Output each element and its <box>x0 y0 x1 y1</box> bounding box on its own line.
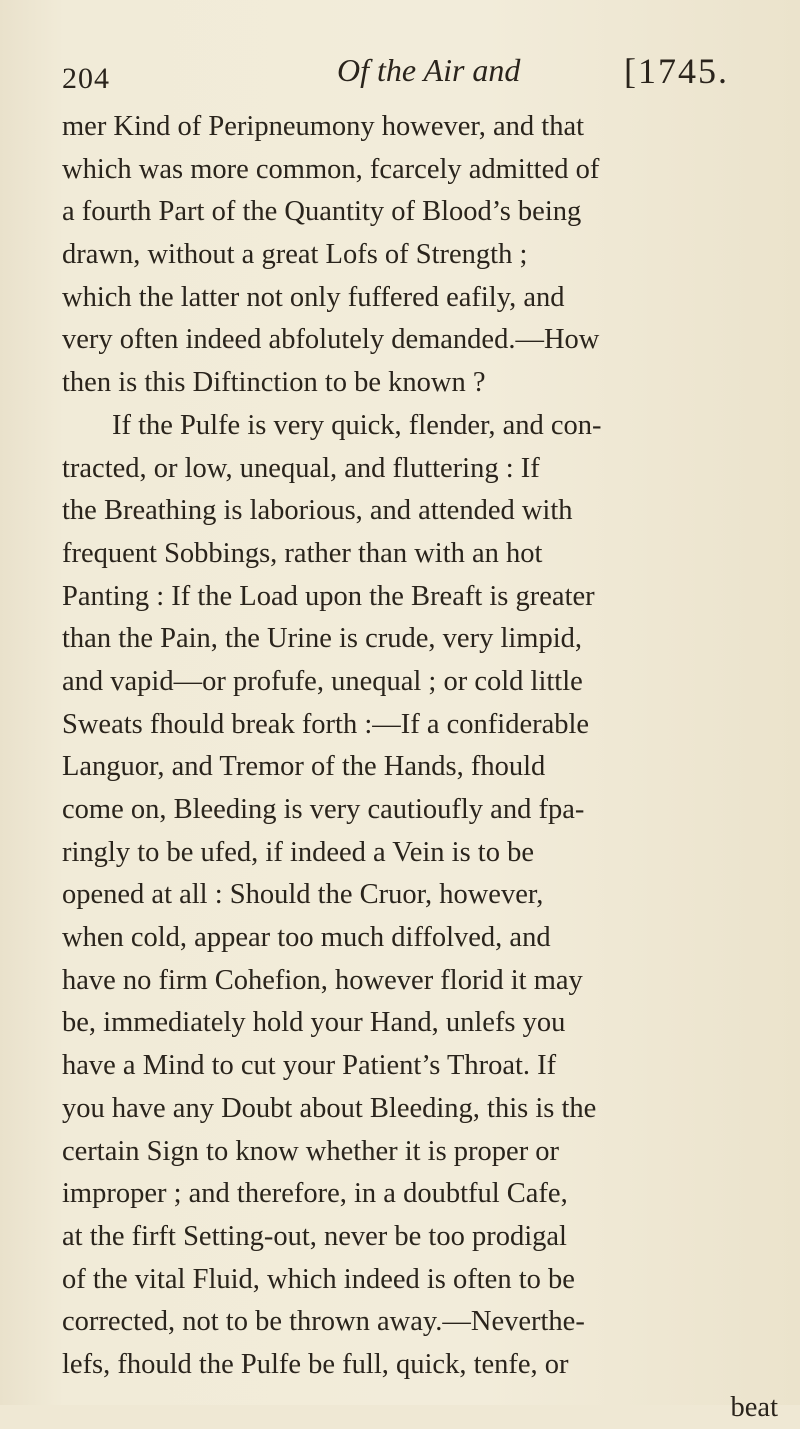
body-text <box>62 106 784 1429</box>
text-line: certain Sign to know whether it is proper or <box>62 1135 560 1167</box>
page-header <box>62 40 762 100</box>
text-line: than the Pain, the Urine is crude, very limpid, <box>62 623 582 655</box>
text-line: have a Mind to cut your Patient’s Throat. If <box>62 1050 557 1082</box>
text-line: a fourth Part of the Quantity of Blood’s being <box>62 196 582 228</box>
text-line: Sweats fhould break forth :—If a confiderable <box>62 708 590 740</box>
text-line: Panting : If the Load upon the Breaft is greater <box>62 580 595 612</box>
text-line: ringly to be ufed, if indeed a Vein is to be <box>62 836 534 868</box>
text-line: Languor, and Tremor of the Hands, fhould <box>62 751 546 783</box>
text-line: you have any Doubt about Bleeding, this is the <box>62 1092 597 1124</box>
year-marker: [1745. <box>624 51 729 91</box>
text-line: come on, Bleeding is very cautioufly and fpa- <box>62 794 585 825</box>
text-line: opened at all : Should the Cruor, however, <box>62 879 544 911</box>
text-line: very often indeed abfolutely demanded.—How <box>62 324 600 356</box>
running-title: Of the Air and <box>337 52 521 88</box>
text-line: improper ; and therefore, in a doubtful Cafe, <box>62 1178 568 1210</box>
text-line: frequent Sobbings, rather than with an hot <box>62 537 543 569</box>
catchword: beat <box>730 1391 778 1423</box>
text-line: If the Pulfe is very quick, flender, and con- <box>112 409 602 441</box>
text-line: which the latter not only fuffered eafily, and <box>62 281 565 313</box>
text-line: and vapid—or profufe, unequal ; or cold little <box>62 665 583 697</box>
text-line: of the vital Fluid, which indeed is often to be <box>62 1263 575 1295</box>
text-line: drawn, without a great Lofs of Strength ; <box>62 239 528 271</box>
text-line: lefs, fhould the Pulfe be full, quick, tenfe, or <box>62 1348 569 1380</box>
text-line: at the firft Setting-out, never be too prodigal <box>62 1220 567 1252</box>
text-line: when cold, appear too much diffolved, and <box>62 922 551 954</box>
text-line: corrected, not to be thrown away.—Neverthe- <box>62 1306 585 1338</box>
page-number: 204 <box>62 62 110 95</box>
text-line: then is this Diftinction to be known ? <box>62 367 486 399</box>
text-line: which was more common, fcarcely admitted of <box>62 153 600 185</box>
text-line: mer Kind of Peripneumony however, and that <box>62 111 585 142</box>
text-line: the Breathing is laborious, and attended with <box>62 495 573 527</box>
text-line: be, immediately hold your Hand, unlefs you <box>62 1007 566 1039</box>
text-line: have no firm Cohefion, however florid it may <box>62 964 583 996</box>
text-line: tracted, or low, unequal, and fluttering : If <box>62 452 540 484</box>
